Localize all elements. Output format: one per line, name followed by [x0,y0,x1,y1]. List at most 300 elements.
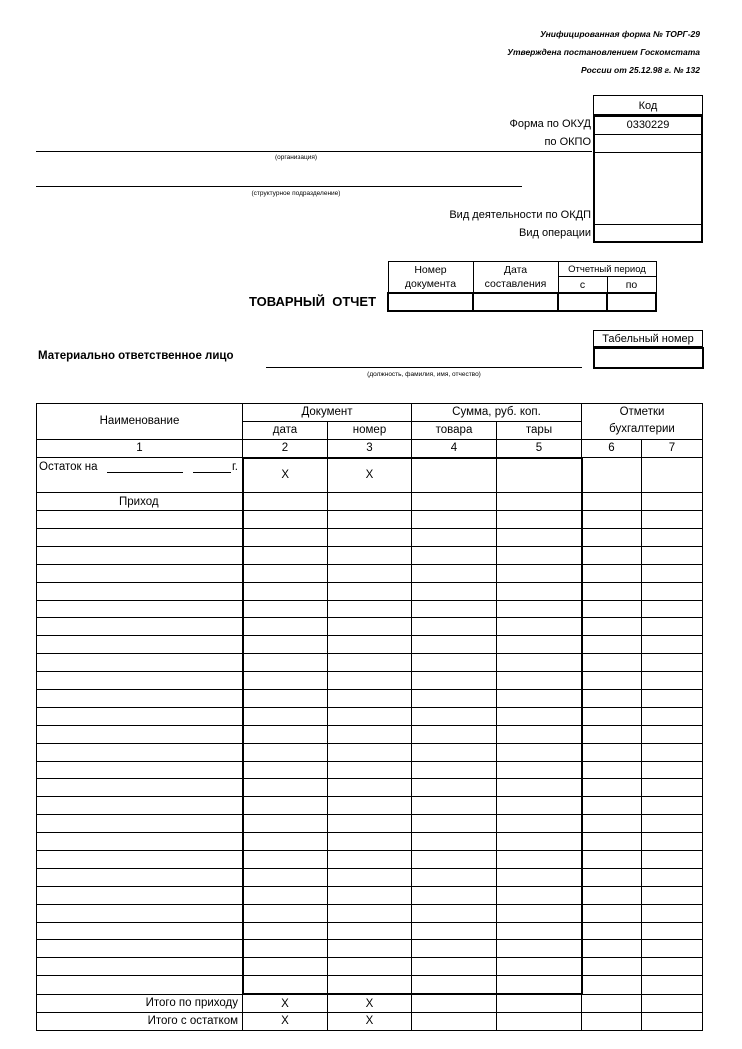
table-cell[interactable] [642,815,703,833]
table-cell[interactable] [243,833,328,851]
table-cell[interactable] [243,600,328,618]
balance-date-line[interactable] [107,472,183,473]
table-cell: Х [328,994,412,1012]
col-num-7: 7 [642,439,703,457]
table-cell[interactable] [497,922,582,940]
table-cell[interactable] [412,618,497,636]
okud-value[interactable]: 0330229 [595,117,701,135]
table-cell[interactable] [497,458,582,493]
approval-date-note: России от 25.12.98 г. № 132 [581,65,700,75]
table-cell[interactable] [582,458,642,493]
table-cell[interactable] [37,833,243,851]
table-cell[interactable] [412,564,497,582]
table-cell[interactable] [497,725,582,743]
table-cell[interactable] [642,672,703,690]
total-income-row [37,994,703,1012]
table-cell[interactable] [243,672,328,690]
col-date-header: дата [243,421,328,439]
tab-number-header: Табельный номер [593,330,703,347]
table-cell[interactable] [37,725,243,743]
table-cell[interactable] [497,493,582,511]
table-cell[interactable] [328,976,412,994]
table-cell[interactable] [412,1013,497,1031]
table-cell[interactable] [582,904,642,922]
table-row [37,815,703,833]
table-row [37,672,703,690]
table-row [37,546,703,564]
table-cell[interactable] [37,868,243,886]
table-cell[interactable] [412,886,497,904]
table-cell[interactable] [243,743,328,761]
table-cell[interactable] [497,779,582,797]
table-cell[interactable] [497,850,582,868]
table-cell[interactable] [582,493,642,511]
table-cell[interactable] [582,922,642,940]
table-row [37,582,703,600]
table-cell[interactable] [37,511,243,529]
table-cell[interactable] [328,636,412,654]
table-row [37,868,703,886]
tab-number-field[interactable] [593,347,704,369]
table-cell[interactable] [412,600,497,618]
total-with-balance-label: Итого с остатком [37,1013,243,1031]
table-cell[interactable] [497,958,582,976]
table-cell[interactable] [642,797,703,815]
table-cell[interactable] [37,976,243,994]
table-cell[interactable] [497,743,582,761]
table-cell[interactable] [642,528,703,546]
table-cell: Х [243,1013,328,1031]
table-row [37,922,703,940]
table-cell[interactable] [497,582,582,600]
organization-line[interactable] [36,151,592,152]
table-cell[interactable] [642,833,703,851]
table-cell[interactable] [243,761,328,779]
table-cell[interactable] [497,600,582,618]
table-cell[interactable] [642,493,703,511]
table-cell[interactable] [328,618,412,636]
table-cell[interactable] [582,707,642,725]
table-cell[interactable] [497,654,582,672]
table-cell[interactable] [328,904,412,922]
table-row [37,636,703,654]
table-row [37,958,703,976]
table-cell[interactable] [582,833,642,851]
table-cell[interactable] [328,493,412,511]
table-cell[interactable] [412,582,497,600]
table-cell[interactable] [582,815,642,833]
balance-year-line[interactable] [193,472,231,473]
table-cell[interactable] [642,743,703,761]
table-cell[interactable] [642,904,703,922]
table-row [37,743,703,761]
table-cell[interactable] [582,958,642,976]
table-row [37,904,703,922]
table-cell[interactable] [497,940,582,958]
table-cell[interactable] [328,815,412,833]
table-cell[interactable] [328,779,412,797]
table-cell[interactable] [642,976,703,994]
table-row [37,707,703,725]
table-cell[interactable] [642,707,703,725]
table-cell[interactable] [497,1013,582,1031]
okdp-label: Вид деятельности по ОКДП [449,209,591,221]
table-cell[interactable] [642,850,703,868]
table-cell[interactable] [582,940,642,958]
document-info-table [387,261,657,312]
table-cell[interactable] [497,672,582,690]
table-cell[interactable] [37,815,243,833]
responsible-label: Материально ответственное лицо [38,350,234,362]
table-cell[interactable] [412,528,497,546]
table-cell[interactable] [497,689,582,707]
okdp-value[interactable] [595,152,701,225]
period-from-header: с [558,277,607,293]
table-cell[interactable] [582,886,642,904]
table-cell[interactable] [497,618,582,636]
col-tare-header: тары [497,421,582,439]
table-cell[interactable] [642,886,703,904]
table-cell[interactable] [243,707,328,725]
table-cell[interactable] [37,689,243,707]
table-cell[interactable] [37,600,243,618]
table-cell[interactable] [642,761,703,779]
table-cell[interactable] [328,761,412,779]
table-cell[interactable] [642,458,703,493]
table-cell[interactable] [642,546,703,564]
table-cell[interactable] [497,564,582,582]
table-cell[interactable] [37,958,243,976]
table-cell[interactable] [37,636,243,654]
table-cell[interactable] [412,994,497,1012]
table-cell[interactable] [328,797,412,815]
table-cell[interactable] [37,797,243,815]
table-cell[interactable] [243,940,328,958]
table-cell[interactable] [37,761,243,779]
table-cell[interactable] [243,654,328,672]
approval-note: Утверждена постановлением Госкомстата [507,47,700,57]
table-cell[interactable] [497,868,582,886]
table-cell[interactable] [642,511,703,529]
table-cell[interactable] [412,636,497,654]
page-title: ТОВАРНЫЙ ОТЧЕТ [249,294,377,309]
table-row [37,618,703,636]
col-name-header: Наименование [37,404,243,440]
table-cell[interactable] [328,528,412,546]
col-num-3: 3 [328,439,412,457]
table-cell[interactable] [328,546,412,564]
doc-number-field[interactable] [388,293,473,311]
table-row [37,976,703,994]
table-cell[interactable] [412,779,497,797]
table-cell[interactable] [328,958,412,976]
table-cell[interactable] [37,564,243,582]
table-cell[interactable] [412,797,497,815]
period-header: Отчетный период [558,262,656,277]
table-cell[interactable] [243,797,328,815]
table-cell[interactable] [497,797,582,815]
table-cell[interactable] [582,779,642,797]
table-cell[interactable] [37,654,243,672]
table-cell[interactable] [582,546,642,564]
col-num-1: 1 [37,439,243,457]
table-cell[interactable] [412,904,497,922]
table-cell[interactable] [582,976,642,994]
table-cell[interactable] [497,707,582,725]
total-income-label: Итого по приходу [37,994,243,1012]
table-cell[interactable] [582,761,642,779]
table-cell[interactable] [412,976,497,994]
table-row [37,689,703,707]
table-cell[interactable] [243,546,328,564]
doc-date-header: Дата составления [473,262,558,294]
table-cell[interactable] [328,886,412,904]
table-cell[interactable] [412,511,497,529]
table-cell[interactable] [243,868,328,886]
table-cell[interactable] [497,636,582,654]
table-cell: Х [328,1013,412,1031]
income-label: Приход [37,493,243,511]
table-cell[interactable] [582,850,642,868]
table-cell[interactable] [328,600,412,618]
code-header: Код [593,95,703,115]
table-cell[interactable] [497,511,582,529]
table-cell[interactable] [497,815,582,833]
table-row [37,600,703,618]
col-num-2: 2 [243,439,328,457]
col-number-header: номер [328,421,412,439]
table-cell[interactable] [582,600,642,618]
table-cell[interactable] [642,689,703,707]
table-cell[interactable] [243,779,328,797]
table-cell[interactable] [582,672,642,690]
table-cell[interactable] [243,689,328,707]
table-cell[interactable] [642,636,703,654]
table-cell[interactable] [243,493,328,511]
table-cell[interactable] [497,976,582,994]
table-row [37,528,703,546]
table-row [37,850,703,868]
table-cell[interactable] [642,582,703,600]
table-cell[interactable] [582,511,642,529]
table-cell[interactable] [642,654,703,672]
table-cell[interactable] [582,564,642,582]
table-cell[interactable] [37,850,243,868]
income-row [37,493,703,511]
table-cell[interactable] [328,922,412,940]
table-cell[interactable] [497,761,582,779]
period-from-field[interactable] [558,293,607,311]
table-cell[interactable] [642,868,703,886]
table-cell[interactable] [37,940,243,958]
okpo-label: по ОКПО [544,136,591,148]
table-cell[interactable] [412,654,497,672]
table-cell[interactable] [642,958,703,976]
table-cell[interactable] [37,922,243,940]
table-cell[interactable] [497,833,582,851]
table-cell[interactable] [243,815,328,833]
code-box [593,95,703,243]
table-cell[interactable] [37,582,243,600]
table-cell[interactable] [37,904,243,922]
table-cell[interactable] [328,850,412,868]
table-cell[interactable] [642,725,703,743]
table-cell[interactable] [412,743,497,761]
okpo-value[interactable] [595,134,701,153]
form-number-note: Унифицированная форма № ТОРГ-29 [540,29,700,39]
doc-date-field[interactable] [473,293,558,311]
table-row [37,886,703,904]
table-cell[interactable] [328,582,412,600]
table-cell[interactable] [642,600,703,618]
balance-suffix: г. [232,461,238,474]
table-cell[interactable] [497,994,582,1012]
operation-label: Вид операции [519,227,591,239]
table-cell[interactable] [497,528,582,546]
department-line[interactable] [36,186,522,187]
table-cell[interactable] [412,850,497,868]
table-cell[interactable] [582,797,642,815]
col-goods-header: товара [412,421,497,439]
table-cell[interactable] [328,564,412,582]
table-cell[interactable] [412,868,497,886]
position-caption: (должность, фамилия, имя, отчество) [367,371,481,378]
table-cell[interactable] [412,672,497,690]
table-cell[interactable] [642,779,703,797]
table-cell[interactable] [37,618,243,636]
table-row [37,511,703,529]
table-cell[interactable] [642,618,703,636]
table-cell[interactable] [328,672,412,690]
table-cell: Х [328,458,412,493]
table-cell[interactable] [243,618,328,636]
col-sum-header: Сумма, руб. коп. [412,404,582,422]
balance-row [37,458,703,493]
table-row [37,797,703,815]
table-cell[interactable] [412,922,497,940]
table-row [37,940,703,958]
table-cell[interactable] [497,546,582,564]
table-cell[interactable] [243,922,328,940]
code-values [593,115,703,243]
goods-report-table [36,403,703,1031]
table-cell[interactable] [642,1013,703,1031]
table-cell[interactable] [412,689,497,707]
table-cell[interactable] [642,994,703,1012]
table-cell[interactable] [582,994,642,1012]
col-num-6: 6 [582,439,642,457]
col-document-header: Документ [243,404,412,422]
table-cell[interactable] [37,886,243,904]
responsible-line[interactable] [266,367,582,368]
table-cell[interactable] [243,636,328,654]
table-cell[interactable] [243,958,328,976]
table-cell[interactable] [328,689,412,707]
organization-caption: (организация) [274,154,318,161]
table-cell[interactable] [497,904,582,922]
table-row [37,761,703,779]
table-cell[interactable] [412,725,497,743]
table-cell[interactable] [243,564,328,582]
table-cell: Х [243,458,328,493]
table-cell[interactable] [412,833,497,851]
total-with-balance-row [37,1013,703,1031]
doc-number-header: Номер документа [388,262,473,294]
table-cell[interactable] [328,833,412,851]
table-cell[interactable] [582,528,642,546]
table-cell[interactable] [37,743,243,761]
table-cell[interactable] [582,725,642,743]
table-cell[interactable] [412,958,497,976]
table-cell[interactable] [243,528,328,546]
table-cell[interactable] [412,546,497,564]
table-cell: Х [243,994,328,1012]
operation-value[interactable] [595,224,701,241]
table-cell[interactable] [582,582,642,600]
table-cell[interactable] [642,922,703,940]
table-cell[interactable] [412,493,497,511]
table-cell[interactable] [243,850,328,868]
table-cell[interactable] [243,511,328,529]
table-cell[interactable] [582,743,642,761]
table-cell[interactable] [642,940,703,958]
table-row [37,564,703,582]
table-cell[interactable] [412,707,497,725]
balance-label: Остаток на [39,461,98,474]
table-cell[interactable] [412,458,497,493]
table-cell[interactable] [328,707,412,725]
department-caption: (структурное подразделение) [251,190,341,197]
table-cell[interactable] [582,868,642,886]
okud-label: Форма по ОКУД [509,118,591,130]
table-cell[interactable] [37,546,243,564]
col-num-4: 4 [412,439,497,457]
table-cell[interactable] [328,511,412,529]
table-row [37,725,703,743]
balance-label-cell [37,458,243,493]
table-row [37,654,703,672]
table-row [37,833,703,851]
table-cell[interactable] [243,886,328,904]
table-cell[interactable] [328,725,412,743]
table-cell[interactable] [412,761,497,779]
table-cell[interactable] [328,940,412,958]
period-to-field[interactable] [607,293,656,311]
table-cell[interactable] [642,564,703,582]
table-cell[interactable] [582,689,642,707]
table-cell[interactable] [37,707,243,725]
table-cell[interactable] [243,582,328,600]
table-cell[interactable] [37,672,243,690]
table-cell[interactable] [412,940,497,958]
table-cell[interactable] [328,868,412,886]
table-cell[interactable] [243,976,328,994]
table-cell[interactable] [243,904,328,922]
table-cell[interactable] [328,743,412,761]
table-cell[interactable] [497,886,582,904]
table-cell[interactable] [582,654,642,672]
col-marks-header: Отметки бухгалтерии [582,404,703,440]
table-cell[interactable] [582,1013,642,1031]
table-cell[interactable] [412,815,497,833]
table-cell[interactable] [582,636,642,654]
table-cell[interactable] [328,654,412,672]
table-cell[interactable] [582,618,642,636]
period-to-header: по [607,277,656,293]
table-cell[interactable] [243,725,328,743]
table-cell[interactable] [37,779,243,797]
table-cell[interactable] [37,528,243,546]
